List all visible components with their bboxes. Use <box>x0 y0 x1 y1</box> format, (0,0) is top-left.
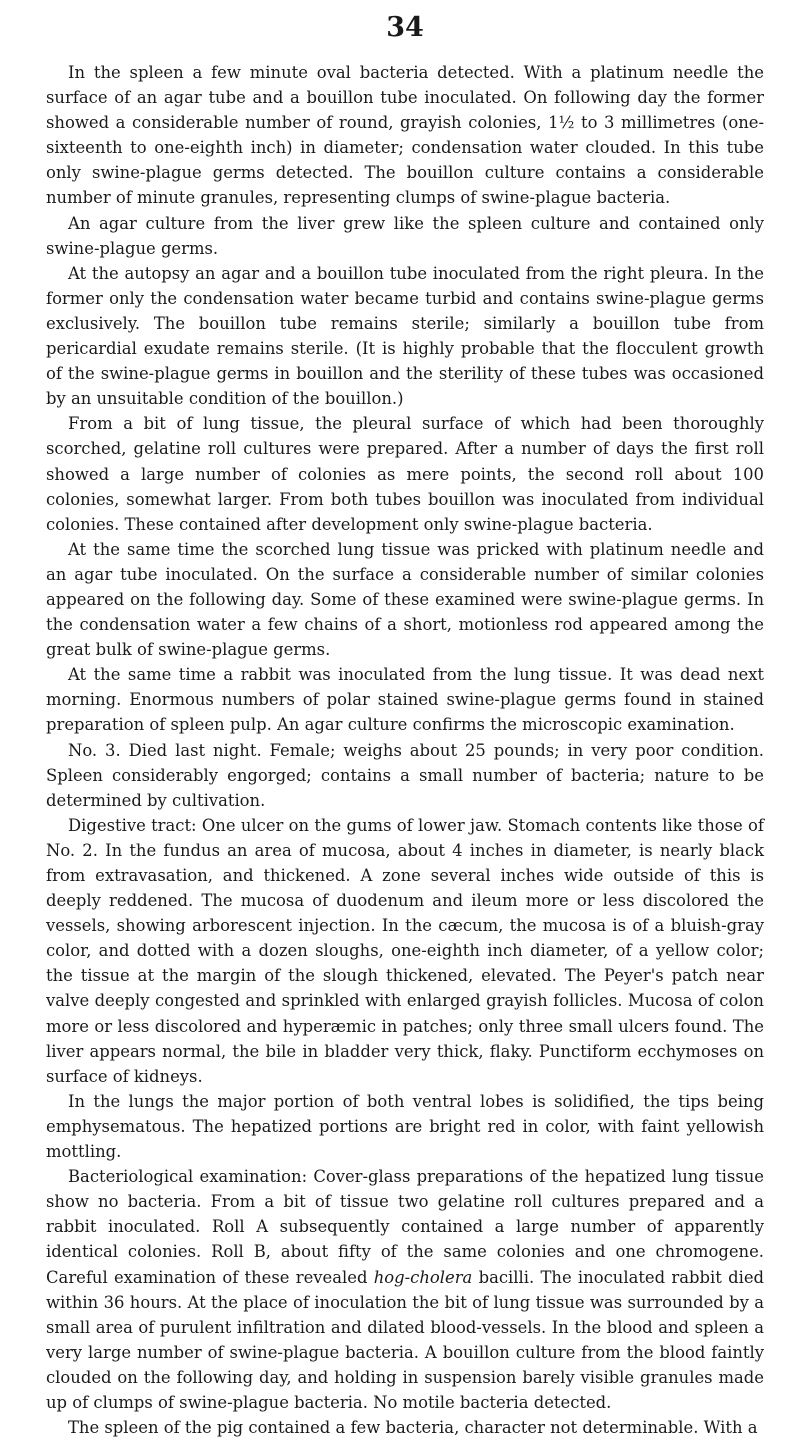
paragraph-bacteriological-exam <box>46 1164 764 1415</box>
paragraph-scorched-lung-agar: At the same time the scorched lung tissue was pricked with platinum needle and an agar tube inoculated. On the surface a considerable number of similar colonies appeared on the following day. Some of these examined were swine-plague germs. In the condensation water a few chains of a short, motionless rod appeared among the great bulk of swine-plague germs. <box>46 539 764 660</box>
text-segment: Bacteriological examination: Cover-glass preparations of the hepatized lung tissue show no bacteria. From a bit of tissue two gelatine roll cultures prepared and a rabbit inoculated. Roll A subsequently contained a large number of apparently identical colonies. Roll B, about fifty of the same colonies and one chromogene. Careful examination of these revealed <box>46 1167 764 1287</box>
paragraph-pig-spleen: The spleen of the pig contained a few bacteria, character not determinable. With a <box>68 1418 758 1438</box>
paragraph-digestive-tract: Digestive tract: One ulcer on the gums of lower jaw. Stomach contents like those of No. 2. In the fundus an area of mucosa, about 4 inches in diameter, is nearly black from extravasation, and thickened. A zone several inches wide outside of this is deeply reddened. The mucosa of duodenum and ileum more or less discolored the vessels, showing arborescent injection. In the cæcum, the mucosa is of a bluish-gray color, and dotted with a dozen sloughs, one-eighth inch diameter, of a yellow color; the tissue at the margin of the slough thickened, elevated. The Peyer's patch near valve deeply congested and sprinkled with enlarged grayish follicles. Mucosa of colon more or less discolored and hyperæmic in patches; only three small ulcers found. The liver appears normal, the bile in bladder very thick, flaky. Punctiform ecchymoses on surface of kidneys. <box>46 815 764 1086</box>
paragraph-lung-roll-cultures: From a bit of lung tissue, the pleural surface of which had been thoroughly scorched, gelatine roll cultures were prepared. After a number of days the first roll showed a large number of colonies as mere points, the second roll about 100 colonies, somewhat larger. From both tubes bouillon was inoculated from individual colonies. These contained after development only swine-plague bacteria. <box>46 414 764 534</box>
paragraph-autopsy-pleura: At the autopsy an agar and a bouillon tube inoculated from the right pleura. In the former only the condensation water became turbid and contains swine-plague germs exclusively. The bouillon tube remains sterile; similarly a bouillon tube from pericardial exudate remains sterile. (It is highly probable that the flocculent growth of the swine-plague germs in bouillon and the sterility of these tubes was occasioned by an unsuitable condition of the bouillon.) <box>46 263 764 409</box>
paragraph-rabbit-inoculation: At the same time a rabbit was inoculated from the lung tissue. It was dead next morning. Enormous numbers of polar stained swine-plague germs found in stained preparation of spleen pulp. An agar culture confirms the microscopic examination. <box>46 665 764 735</box>
text-segment: bacilli. The inoculated rabbit died within 36 hours. At the place of inoculation the bit of lung tissue was surrounded by a small area of purulent infiltration and dilated blood-vessels. In the blood and spleen a very large number of swine-plague bacteria. A bouillon culture from the blood faintly clouded on the following day, and holding in suspension barely visible granules made up of clumps of swine-plague bacteria. No motile bacteria detected. <box>46 1267 765 1412</box>
italic-term: hog-cholera <box>373 1267 473 1287</box>
page-number: 34 <box>386 12 424 43</box>
paragraph-case-no-3: No. 3. Died last night. Female; weighs about 25 pounds; in very poor condition. Spleen considerably engorged; contains a small number of bacteria; nature to be determined by cultivation. <box>46 740 764 810</box>
paragraph-spleen-bacteria: In the spleen a few minute oval bacteria detected. With a platinum needle the surface of an agar tube and a bouillon tube inoculated. On following day the former showed a considerable number of round, grayish colonies, 1½ to 3 millimetres (one-sixteenth to one-eighth inch) in diameter; condensation water clouded. In this tube only swine-plague germs detected. The bouillon culture contains a considerable number of minute granules, representing clumps of swine-plague bacteria. <box>46 63 764 208</box>
paragraph-liver-culture: An agar culture from the liver grew like the spleen culture and contained only swine-plague germs. <box>46 213 764 258</box>
paragraph-lungs: In the lungs the major portion of both ventral lobes is solidified, the tips being emphysematous. The hepatized portions are bright red in color, with faint yellowish mottling. <box>46 1091 764 1162</box>
body-text <box>46 60 764 1440</box>
